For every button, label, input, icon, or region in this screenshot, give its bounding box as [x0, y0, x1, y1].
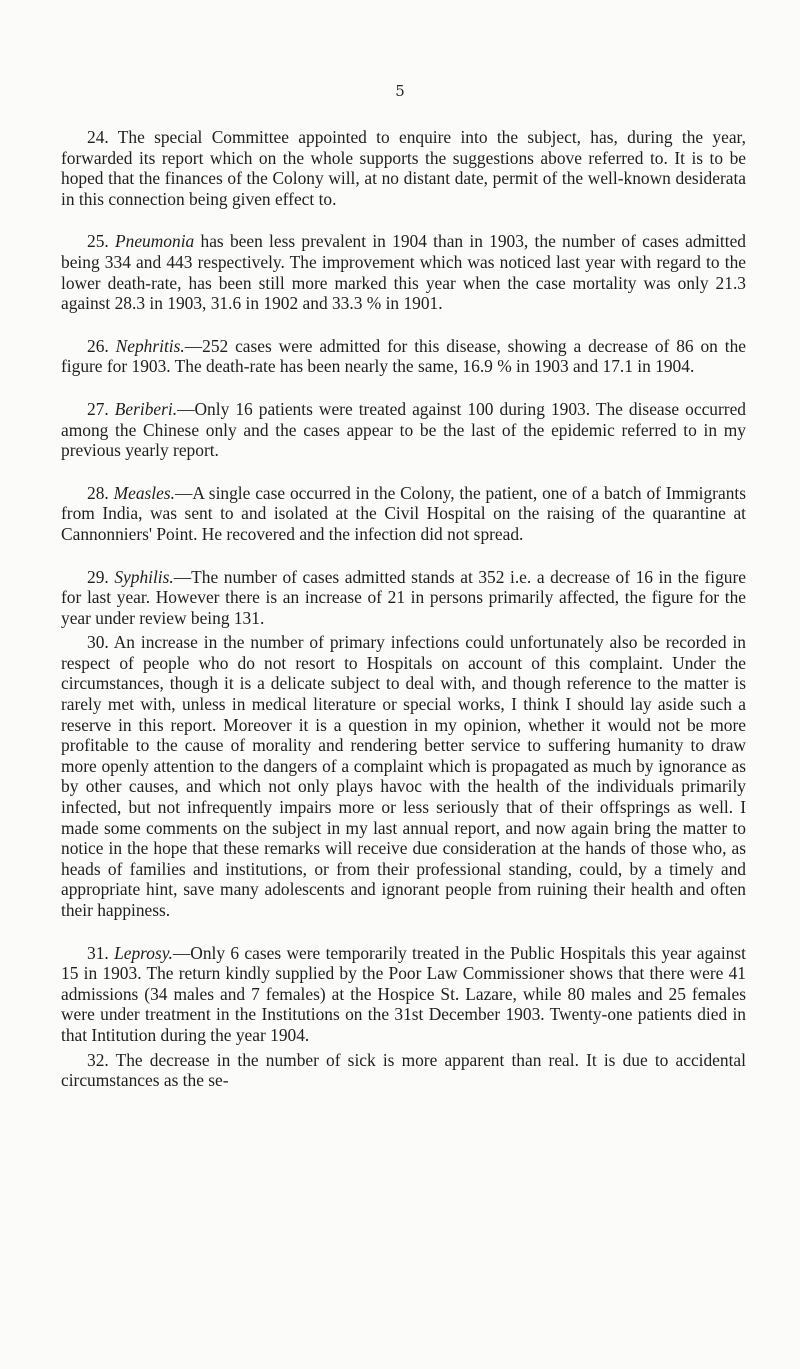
paragraph-text: has been less prevalent in 1904 than in 1903, the number of cases admitted being 334 and 443 respectively. The improvement which was noticed last year with regard to the lower death-rate, has been still more marked this year when the case mortality was only 21.3 against 28.3 in 1903, 31.6 in 1902 and 33.3 % in 1901.	[61, 231, 746, 314]
paragraph-24	[61, 127, 746, 209]
paragraph-text: —Only 6 cases were temporarily treated in the Public Hospitals this year against 15 in 1903. The return kindly supplied by the Poor Law Commissioner shows that there were 41 admissions (34 males and 7 females) at the Hospice St. Lazare, while 80 males and 25 females were under treatment in the Institutions on the 31st December 1903. Twenty-one patients died in that Intitution during the year 1904.	[61, 942, 746, 1045]
paragraph-31-leprosy	[61, 943, 746, 1046]
paragraph-number: 32.	[87, 1049, 109, 1070]
paragraph-heading: Pneumonia	[115, 231, 195, 252]
paragraph-number: 26.	[87, 335, 109, 356]
paragraph-number: 31.	[87, 942, 109, 963]
paragraph-30	[61, 632, 746, 920]
paragraph-text: The decrease in the number of sick is more apparent than real. It is due to accidental circumstances as the se-	[61, 1049, 746, 1091]
paragraph-text: —A single case occurred in the Colony, the patient, one of a batch of Immigrants from India, was sent to and isolated at the Civil Hospital on the raising of the quarantine at Cannonniers' Point. He recovered and the infection did not spread.	[61, 482, 746, 544]
paragraph-number: 27.	[87, 398, 109, 419]
paragraph-heading: Beriberi.	[114, 398, 178, 419]
paragraph-26-nephritis	[61, 336, 746, 377]
paragraph-32	[61, 1050, 746, 1091]
paragraph-heading: Nephritis.	[115, 335, 185, 356]
paragraph-29-syphilis	[61, 567, 746, 629]
paragraph-text: —Only 16 patients were treated against 100 during 1903. The disease occurred among the Chinese only and the cases appear to be the last of the epidemic referred to in my previous yearly report.	[61, 398, 746, 461]
paragraph-heading: Measles.	[113, 482, 175, 503]
paragraph-text: —252 cases were admitted for this disease, showing a decrease of 86 on the figure for 1903. The death-rate has been nearly the same, 16.9 % in 1903 and 17.1 in 1904.	[61, 335, 746, 377]
page-number: 5	[395, 82, 405, 100]
paragraph-heading: Syphilis.	[114, 566, 174, 587]
paragraph-number: 24.	[87, 127, 109, 147]
paragraph-heading: Leprosy.	[114, 942, 173, 963]
paragraph-text: —The number of cases admitted stands at 352 i.e. a decrease of 16 in the figure for last year. However there is an increase of 21 in persons primarily affected, the figure for the year under review being 131.	[61, 566, 746, 628]
paragraph-text: An increase in the number of primary infections could unfortunately also be recorded in respect of people who do not resort to Hospitals on account of this complaint. Under the circumstances, though it is a delicate subject to deal with, and though reference to the matter is rarely met with, unless in medical literature or special works, I think I should lay aside such a reserve in this report. Moreover it is a question in my opinion, whether it would not be more profitable to the cause of morality and rendering better service to suffering humanity to draw more openly attention to the dangers of a complaint which is propagated as much by ignorance as by other causes, and which not only plays havoc with the health of the individuals primarily infected, but not infrequently impairs more or less seriously that of their offsprings as well. I made some comments on the subject in my last annual report, and now again bring the matter to notice in the hope that these remarks will receive due consideration at the hands of those who, as heads of families and institutions, or from their professional standing, could, by a timely and appropriate hint, save many adolescents and ignorant people from ruining their health and often their happiness.	[61, 632, 746, 920]
paragraph-number: 28.	[87, 482, 109, 503]
paragraph-number: 30.	[87, 632, 109, 653]
paragraph-text: The special Committee appointed to enquire into the subject, has, during the year, forwarded its report which on the whole supports the suggestions above referred to. It is to be hoped that the finances of the Colony will, at no distant date, permit of the well-known desiderata in this connection being given effect to.	[61, 127, 746, 209]
paragraph-28-measles	[61, 483, 746, 545]
paragraph-number: 25.	[87, 231, 109, 252]
paragraph-25-pneumonia	[61, 231, 746, 313]
report-body	[61, 127, 746, 1095]
paragraph-27-beriberi	[61, 399, 746, 461]
paragraph-number: 29.	[87, 566, 109, 587]
